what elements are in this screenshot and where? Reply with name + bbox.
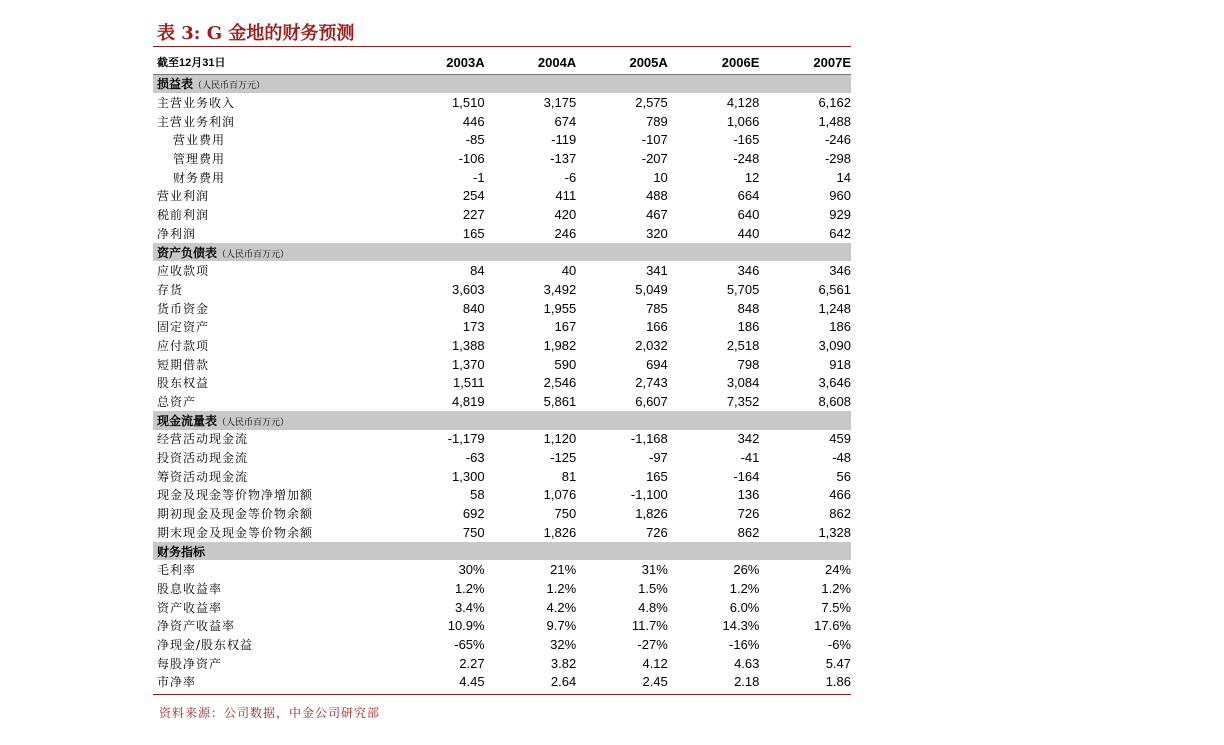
cell-value: 6,162 [818, 95, 851, 111]
cell-value: 750 [554, 506, 577, 522]
row-label: 筹资活动现金流 [157, 469, 249, 484]
table-row [153, 280, 851, 299]
section-header-row [153, 411, 851, 430]
row-label: 主营业务收入 [157, 96, 236, 111]
cell-value: 24% [824, 562, 851, 578]
cell-value: -164 [733, 468, 760, 484]
cell-value: 4.63 [734, 655, 760, 671]
cell-value: -48 [832, 450, 851, 466]
cell-value: 30% [458, 562, 485, 578]
cell-value: 1.2% [454, 580, 485, 596]
cell-value: 789 [646, 113, 668, 129]
cell-value: 726 [646, 524, 668, 540]
row-label: 应收款项 [157, 264, 210, 279]
cell-value: 674 [554, 113, 577, 129]
table-row [153, 635, 851, 654]
table-row [153, 168, 851, 187]
row-label: 总资产 [157, 395, 197, 410]
cell-value: 165 [646, 468, 668, 484]
cell-value: 6,607 [635, 394, 668, 410]
cell-value: 3,646 [818, 375, 851, 391]
cell-value: 2.27 [459, 655, 485, 671]
cell-value: 2,575 [635, 95, 668, 111]
row-label: 期末现金及现金等价物余额 [157, 525, 314, 540]
table-row [153, 317, 851, 336]
cell-value: -65% [454, 636, 485, 652]
cell-value: 2.18 [734, 674, 760, 690]
table-row [153, 673, 851, 692]
row-label: 货币资金 [157, 301, 210, 316]
cell-value: 411 [555, 188, 577, 204]
section-name: 财务指标 [157, 544, 206, 559]
table-row [153, 187, 851, 206]
row-label: 股东权益 [157, 376, 210, 391]
cell-value: 848 [737, 300, 760, 316]
cell-value: 1,826 [543, 524, 577, 540]
table-row [153, 392, 851, 411]
cell-value: 186 [829, 319, 851, 335]
section-header [153, 74, 851, 93]
cell-value: 56 [836, 468, 851, 484]
source-note: 资料来源：公司数据，中金公司研究部 [159, 706, 381, 721]
cell-value: 694 [646, 356, 668, 372]
table-row [153, 486, 851, 505]
cell-value: 1.2% [821, 580, 851, 596]
cell-value: -97 [648, 450, 668, 466]
cell-value: 798 [737, 356, 760, 372]
cell-value: -1,179 [447, 431, 485, 447]
cell-value: 342 [737, 431, 760, 447]
cell-value: 254 [462, 188, 485, 204]
section-name: 现金流量表 [157, 413, 218, 428]
cell-value: 6.0% [729, 599, 760, 615]
table-row [153, 336, 851, 355]
cell-value: 1,955 [543, 300, 577, 316]
cell-value: 1.5% [638, 580, 668, 596]
row-label: 股息收益率 [157, 581, 223, 596]
year-header: 2003A [393, 47, 485, 74]
cell-value: 1,826 [635, 506, 668, 522]
cell-value: 929 [829, 207, 851, 223]
cell-value: -85 [465, 132, 485, 148]
cell-value: 186 [737, 319, 760, 335]
cell-value: 320 [646, 225, 668, 241]
cell-value: 3,090 [818, 337, 851, 353]
table-row [153, 598, 851, 617]
cell-value: 6,561 [818, 281, 851, 297]
row-label: 短期借款 [157, 357, 210, 372]
section-header [153, 243, 851, 262]
cell-value: 10.9% [447, 618, 485, 634]
section-header [153, 411, 851, 430]
cell-value: 165 [462, 225, 485, 241]
cell-value: 467 [646, 207, 668, 223]
cell-value: -1,100 [630, 487, 668, 503]
table-row [153, 205, 851, 224]
table-row [153, 93, 851, 112]
cell-value: 58 [470, 487, 485, 503]
cell-value: 84 [470, 263, 485, 279]
table-row [153, 149, 851, 168]
row-label: 现金及现金等价物净增加额 [157, 488, 314, 503]
cell-value: 14.3% [722, 618, 760, 634]
cell-value: 1,511 [453, 375, 485, 391]
table-row [153, 616, 851, 635]
cell-value: 1,076 [543, 487, 577, 503]
row-label: 市净率 [157, 675, 197, 690]
cell-value: 4.45 [459, 674, 485, 690]
cell-value: -6 [564, 169, 577, 185]
cell-value: 9.7% [546, 618, 577, 634]
cell-value: 1,328 [818, 524, 851, 540]
cell-value: 341 [646, 263, 668, 279]
section-name: 损益表 [157, 77, 194, 92]
row-label: 投资活动现金流 [157, 451, 249, 466]
section-unit: （人民币百万元） [193, 81, 266, 92]
cell-value: 5.47 [825, 655, 851, 671]
table-row [153, 299, 851, 318]
section-header-row [153, 542, 851, 561]
row-label: 毛利率 [157, 563, 197, 578]
cell-value: 2.45 [642, 674, 668, 690]
header-label: 截至12月31日 [153, 47, 393, 74]
cell-value: 26% [733, 562, 760, 578]
header-row [153, 47, 851, 74]
cell-value: 4,128 [726, 95, 760, 111]
cell-value: -165 [733, 132, 760, 148]
row-label: 净利润 [157, 226, 197, 241]
row-label: 应付款项 [157, 338, 210, 353]
row-label: 固定资产 [157, 320, 210, 335]
cell-value: -1 [473, 169, 485, 185]
section-header-row [153, 243, 851, 262]
cell-value: 1.2% [729, 580, 760, 596]
row-label: 净现金/股东权益 [157, 637, 254, 652]
table-row [153, 430, 851, 449]
cell-value: 1,370 [452, 356, 485, 372]
year-header: 2005A [576, 47, 668, 74]
row-label: 税前利润 [157, 208, 210, 223]
row-label: 主营业务利润 [157, 114, 236, 129]
cell-value: 2,546 [543, 375, 577, 391]
cell-value: 1,982 [543, 337, 577, 353]
cell-value: -1,168 [630, 431, 668, 447]
cell-value: 466 [829, 487, 851, 503]
cell-value: -27% [637, 636, 668, 652]
cell-value: 346 [737, 263, 760, 279]
cell-value: -106 [458, 151, 485, 167]
row-label: 营业费用 [173, 133, 226, 148]
cell-value: 840 [462, 300, 485, 316]
table-row [153, 355, 851, 374]
cell-value: -248 [733, 151, 760, 167]
cell-value: 10 [653, 169, 668, 185]
row-label: 存货 [157, 282, 184, 297]
cell-value: 2,743 [635, 375, 668, 391]
cell-value: 1,248 [818, 300, 851, 316]
cell-value: 3,492 [543, 281, 577, 297]
cell-value: 31% [641, 562, 668, 578]
cell-value: 3.82 [550, 655, 577, 671]
cell-value: 640 [737, 207, 760, 223]
cell-value: -63 [465, 450, 485, 466]
year-header: 2006E [668, 47, 760, 74]
section-header [153, 542, 851, 561]
cell-value: -207 [641, 151, 668, 167]
cell-value: 5,705 [726, 281, 760, 297]
cell-value: -137 [550, 151, 577, 167]
cell-value: 750 [462, 524, 485, 540]
cell-value: 8,608 [818, 394, 851, 410]
cell-value: -16% [729, 636, 760, 652]
section-unit: （人民币百万元） [217, 417, 290, 428]
cell-value: 346 [829, 263, 851, 279]
cell-value: 136 [737, 487, 760, 503]
table-row [153, 654, 851, 673]
cell-value: 692 [462, 506, 485, 522]
cell-value: 81 [561, 468, 577, 484]
financial-forecast-table-block [153, 0, 851, 721]
cell-value: 1,388 [452, 337, 485, 353]
year-header: 2004A [485, 47, 577, 74]
table-row [153, 467, 851, 486]
cell-value: 14 [836, 169, 851, 185]
cell-value: 785 [646, 300, 668, 316]
cell-value: 17.6% [814, 618, 851, 634]
table-row [153, 448, 851, 467]
cell-value: 166 [646, 319, 668, 335]
cell-value: 1,066 [726, 113, 760, 129]
cell-value: 4,819 [452, 394, 485, 410]
row-label: 营业利润 [157, 189, 210, 204]
table-row [153, 374, 851, 393]
table-title: 表 3: G 金地的财务预测 [153, 0, 851, 47]
cell-value: 3.4% [454, 599, 485, 615]
cell-value: 4.8% [638, 599, 668, 615]
cell-value: 2,518 [726, 337, 760, 353]
row-label: 管理费用 [173, 152, 226, 167]
cell-value: 3,175 [543, 95, 577, 111]
table-row [153, 224, 851, 243]
cell-value: -119 [551, 132, 577, 148]
cell-value: 5,861 [543, 394, 577, 410]
cell-value: 2.64 [550, 674, 577, 690]
row-label: 净资产收益率 [157, 619, 236, 634]
cell-value: 246 [554, 225, 577, 241]
cell-value: 1.86 [825, 674, 851, 690]
cell-value: 862 [829, 506, 851, 522]
row-label: 财务费用 [173, 170, 226, 185]
table-row [153, 504, 851, 523]
cell-value: 173 [462, 319, 485, 335]
cell-value: 420 [554, 207, 577, 223]
section-unit: （人民币百万元） [217, 249, 290, 260]
year-header: 2007E [759, 47, 851, 74]
cell-value: -298 [824, 151, 851, 167]
cell-value: 1,300 [452, 468, 485, 484]
cell-value: 726 [737, 506, 760, 522]
cell-value: 960 [829, 188, 851, 204]
cell-value: 3,084 [726, 375, 760, 391]
table-body [153, 74, 851, 691]
cell-value: 446 [462, 113, 485, 129]
cell-value: 227 [462, 207, 485, 223]
cell-value: 5,049 [635, 281, 668, 297]
cell-value: 1,510 [452, 95, 485, 111]
table-row [153, 261, 851, 280]
cell-value: 167 [554, 319, 577, 335]
cell-value: 32% [550, 636, 577, 652]
cell-value: 40 [561, 263, 577, 279]
row-label: 经营活动现金流 [157, 432, 249, 447]
cell-value: 4.2% [546, 599, 577, 615]
cell-value: -41 [740, 450, 760, 466]
section-header-row [153, 74, 851, 93]
cell-value: 11.7% [631, 618, 668, 634]
table-row [153, 560, 851, 579]
table-row [153, 523, 851, 542]
cell-value: 664 [737, 188, 760, 204]
cell-value: -107 [641, 132, 668, 148]
row-label: 资产收益率 [157, 600, 223, 615]
cell-value: 1,120 [543, 431, 577, 447]
cell-value: 7.5% [821, 599, 851, 615]
table-row [153, 579, 851, 598]
cell-value: -6% [827, 636, 851, 652]
table-row [153, 131, 851, 150]
cell-value: 862 [737, 524, 760, 540]
cell-value: 4.12 [642, 655, 668, 671]
cell-value: -125 [550, 450, 577, 466]
cell-value: 1,488 [818, 113, 851, 129]
cell-value: 918 [829, 356, 851, 372]
cell-value: 7,352 [726, 394, 760, 410]
cell-value: 21% [550, 562, 577, 578]
cell-value: 2,032 [635, 337, 668, 353]
cell-value: 440 [737, 225, 760, 241]
cell-value: 3,603 [452, 281, 485, 297]
row-label: 每股净资产 [157, 656, 223, 671]
cell-value: 12 [744, 169, 760, 185]
cell-value: -246 [824, 132, 851, 148]
cell-value: 1.2% [546, 580, 577, 596]
table-row [153, 112, 851, 131]
cell-value: 459 [829, 431, 851, 447]
row-label: 期初现金及现金等价物余额 [157, 507, 314, 522]
section-name: 资产负债表 [157, 245, 218, 260]
cell-value: 642 [829, 225, 851, 241]
cell-value: 488 [646, 188, 668, 204]
cell-value: 590 [554, 356, 577, 372]
forecast-table [153, 47, 851, 691]
